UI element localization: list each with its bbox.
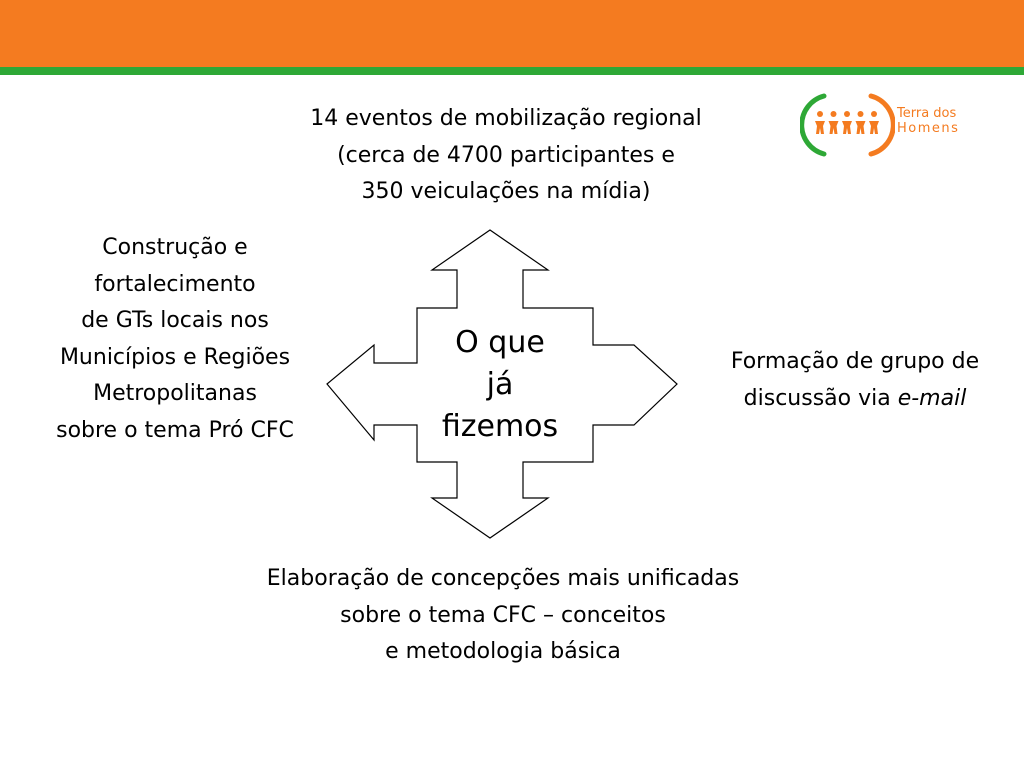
logo-text-line1: Terra dos — [897, 106, 957, 121]
bottom-block-line: e metodologia básica — [385, 639, 621, 664]
left-block-line: fortalecimento — [94, 271, 256, 297]
bottom-block-line: Elaboração de concepções mais unificadas — [266, 566, 740, 591]
right-block-line2-text: discussão via — [743, 385, 898, 411]
right-block-line2 — [690, 381, 1020, 418]
top-block-line: 14 eventos de mobilização regional — [310, 106, 702, 131]
top-block-line: (cerca de 4700 participantes e — [337, 142, 675, 168]
right-block-text — [690, 344, 1020, 417]
bottom-block-line: sobre o tema CFC – conceitos — [340, 602, 666, 628]
left-block-line: de GTs locais nos — [81, 308, 269, 333]
bottom-block-text — [203, 561, 803, 671]
center-label — [418, 322, 582, 448]
center-label-line: O que — [455, 325, 545, 360]
right-block-line2-italic: e-mail — [897, 385, 967, 411]
center-label-line: fizemos — [441, 409, 559, 444]
left-block-line: Construção e — [102, 235, 248, 260]
center-label-line: já — [486, 367, 514, 402]
left-block-line: sobre o tema Pró CFC — [56, 417, 294, 443]
left-block-line: Metropolitanas — [93, 381, 257, 406]
left-block-line: Municípios e Regiões — [59, 344, 291, 370]
top-block-line: 350 veiculações na mídia) — [361, 179, 651, 204]
right-block-line1: Formação de grupo de — [730, 349, 980, 374]
logo-text-line2: Homens — [897, 121, 960, 136]
